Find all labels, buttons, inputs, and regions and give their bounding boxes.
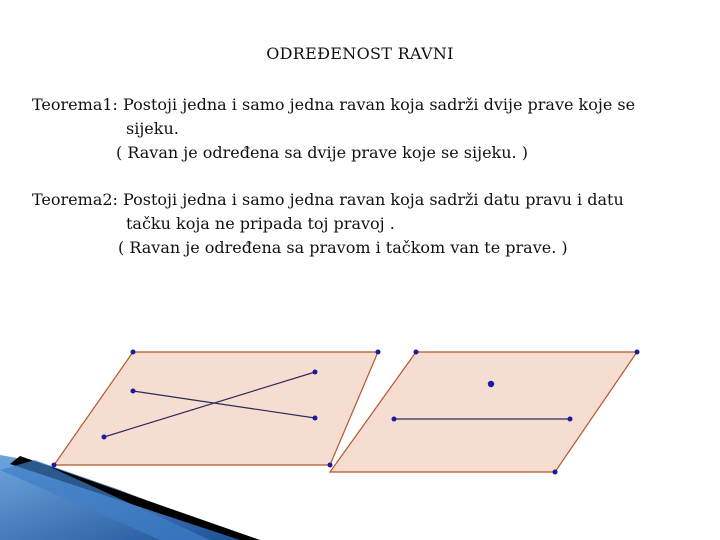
vertex-point [328,463,333,468]
line-point [313,370,318,375]
theorem2-line2: tačku koja ne pripada toj pravoj . [126,214,395,233]
vertex-point [553,470,558,475]
theorem1-line1: Teorema1: Postoji jedna i samo jedna ravan koja sadrži dvije prave koje se [32,95,636,114]
line-point [313,416,318,421]
plane-intersecting-lines [52,350,381,468]
plane-line-and-point [330,350,640,475]
vertex-point [635,350,640,355]
theorem1-note: ( Ravan je određena sa dvije prave koje se sijeku. ) [116,143,528,162]
vertex-point [376,350,381,355]
vertex-point [131,350,136,355]
theorem2-note: ( Ravan je određena sa pravom i tačkom van te prave. ) [118,238,568,257]
line-point [392,417,397,422]
line-point [131,389,136,394]
theorem2-line1: Teorema2: Postoji jedna i samo jedna ravan koja sadrži datu pravu i datu [32,190,624,209]
corner-swoosh-decoration [0,455,260,540]
free-point [488,381,494,387]
vertex-point [414,350,419,355]
plane-2 [330,352,637,472]
line-point [102,435,107,440]
theorem1-line2: sijeku. [126,119,179,138]
slide-title: ODREĐENOST RAVNI [266,44,454,63]
line-point [568,417,573,422]
plane-1 [54,352,378,465]
vertex-point [52,463,57,468]
